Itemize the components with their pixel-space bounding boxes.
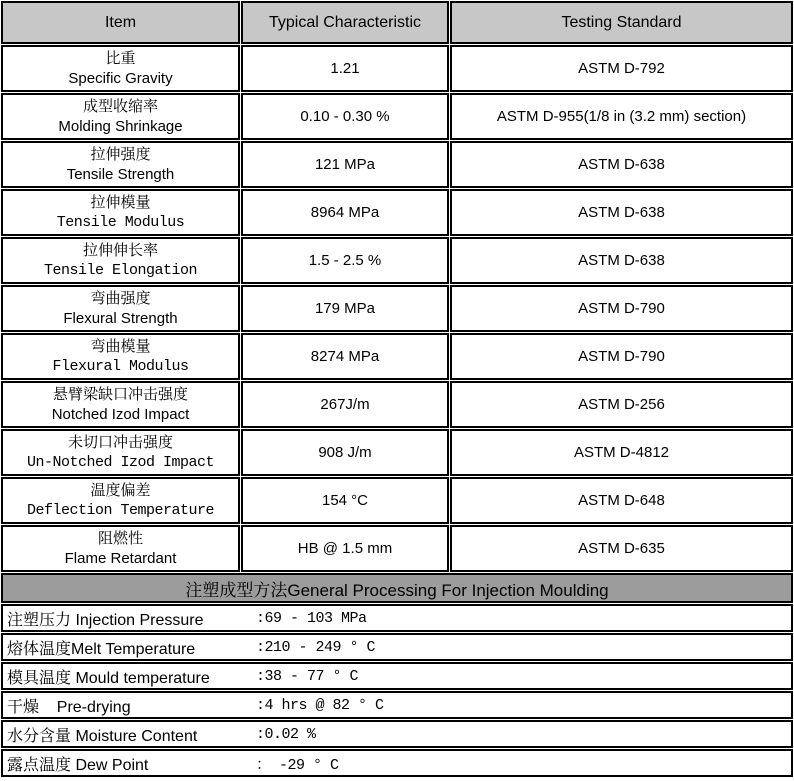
item-cell xyxy=(1,141,240,188)
processing-row xyxy=(1,720,793,748)
header-item: Item xyxy=(1,1,240,44)
item-cell xyxy=(1,429,240,476)
processing-cell xyxy=(1,749,793,777)
item-name-en: Tensile Modulus xyxy=(56,213,185,231)
item-name-zh: 成型收缩率 xyxy=(82,98,158,115)
item-name-zh: 弯曲模量 xyxy=(90,338,151,355)
value-cell: 8964 MPa xyxy=(241,189,449,236)
item-cell xyxy=(1,477,240,524)
item-cell xyxy=(1,237,240,284)
value-cell: 121 MPa xyxy=(241,141,449,188)
standard-cell: ASTM D-4812 xyxy=(450,429,793,476)
processing-cell xyxy=(1,691,793,719)
processing-row xyxy=(1,662,793,690)
standard-cell: ASTM D-955(1/8 in (3.2 mm) section) xyxy=(450,93,793,140)
value-cell: 267J/m xyxy=(241,381,449,428)
item-cell xyxy=(1,93,240,140)
processing-value: :69 - 103 MPa xyxy=(256,609,367,627)
item-name-zh: 拉伸伸长率 xyxy=(82,242,158,259)
processing-value: :210 - 249 ° C xyxy=(256,638,376,656)
processing-label: 熔体温度Melt Temperature xyxy=(7,640,196,658)
item-name-en: Flame Retardant xyxy=(64,549,177,567)
item-name-en: Tensile Strength xyxy=(66,165,175,183)
header-typical-characteristic: Typical Characteristic xyxy=(241,1,449,44)
processing-label: 露点温度 Dew Point xyxy=(7,756,149,774)
value-cell: 0.10 - 0.30 % xyxy=(241,93,449,140)
item-cell xyxy=(1,45,240,92)
processing-cell xyxy=(1,633,793,661)
processing-row xyxy=(1,691,793,719)
item-name-en: Flexural Strength xyxy=(63,309,178,327)
value-cell: 8274 MPa xyxy=(241,333,449,380)
standard-cell: ASTM D-790 xyxy=(450,333,793,380)
item-cell xyxy=(1,285,240,332)
item-name-en: Deflection Temperature xyxy=(26,501,215,519)
table-row xyxy=(1,477,793,524)
processing-row xyxy=(1,633,793,661)
processing-value: :4 hrs @ 82 ° C xyxy=(256,696,384,714)
processing-cell xyxy=(1,662,793,690)
processing-label: 注塑压力 Injection Pressure xyxy=(7,611,204,629)
processing-banner: 注塑成型方法General Processing For Injection Moulding xyxy=(1,573,793,603)
value-cell: 154 °C xyxy=(241,477,449,524)
processing-label: 模具温度 Mould temperature xyxy=(7,669,210,687)
table-row xyxy=(1,237,793,284)
table-row xyxy=(1,285,793,332)
value-cell: 179 MPa xyxy=(241,285,449,332)
table-row xyxy=(1,525,793,572)
processing-row xyxy=(1,604,793,632)
item-name-zh: 拉伸模量 xyxy=(90,194,151,211)
header-row xyxy=(1,1,793,44)
standard-cell: ASTM D-638 xyxy=(450,141,793,188)
processing-value: :38 - 77 ° C xyxy=(256,667,359,685)
item-name-zh: 悬臂梁缺口冲击强度 xyxy=(52,386,188,403)
standard-cell: ASTM D-648 xyxy=(450,477,793,524)
processing-row xyxy=(1,749,793,777)
value-cell: HB @ 1.5 mm xyxy=(241,525,449,572)
standard-cell: ASTM D-256 xyxy=(450,381,793,428)
table-row xyxy=(1,333,793,380)
table-row xyxy=(1,429,793,476)
item-name-zh: 弯曲强度 xyxy=(90,290,151,307)
processing-label: 水分含量 Moisture Content xyxy=(7,727,198,745)
standard-cell: ASTM D-635 xyxy=(450,525,793,572)
item-name-zh: 拉伸强度 xyxy=(90,146,151,163)
item-name-zh: 比重 xyxy=(105,50,136,67)
item-name-en: Specific Gravity xyxy=(68,69,173,87)
value-cell: 908 J/m xyxy=(241,429,449,476)
item-name-en: Flexural Modulus xyxy=(52,357,189,375)
item-cell xyxy=(1,525,240,572)
table-row xyxy=(1,93,793,140)
item-name-en: Molding Shrinkage xyxy=(58,117,183,135)
item-name-en: Un-Notched Izod Impact xyxy=(26,453,215,471)
processing-value: ： -29 ° C xyxy=(256,756,339,774)
standard-cell: ASTM D-638 xyxy=(450,189,793,236)
item-cell xyxy=(1,333,240,380)
table-row xyxy=(1,141,793,188)
table-row xyxy=(1,381,793,428)
item-cell xyxy=(1,381,240,428)
item-cell xyxy=(1,189,240,236)
processing-label: 干燥 Pre-drying xyxy=(7,698,131,716)
standard-cell: ASTM D-638 xyxy=(450,237,793,284)
item-name-zh: 温度偏差 xyxy=(90,482,151,499)
item-name-zh: 未切口冲击强度 xyxy=(67,434,173,451)
item-name-zh: 阻燃性 xyxy=(97,530,143,547)
value-cell: 1.5 - 2.5 % xyxy=(241,237,449,284)
item-name-en: Notched Izod Impact xyxy=(51,405,190,423)
header-testing-standard: Testing Standard xyxy=(450,1,793,44)
processing-value: :0.02 % xyxy=(256,725,316,743)
standard-cell: ASTM D-790 xyxy=(450,285,793,332)
item-name-en: Tensile Elongation xyxy=(43,261,198,279)
table-row xyxy=(1,45,793,92)
value-cell: 1.21 xyxy=(241,45,449,92)
processing-banner-row xyxy=(1,573,793,603)
standard-cell: ASTM D-792 xyxy=(450,45,793,92)
table-row xyxy=(1,189,793,236)
processing-cell xyxy=(1,720,793,748)
processing-cell xyxy=(1,604,793,632)
